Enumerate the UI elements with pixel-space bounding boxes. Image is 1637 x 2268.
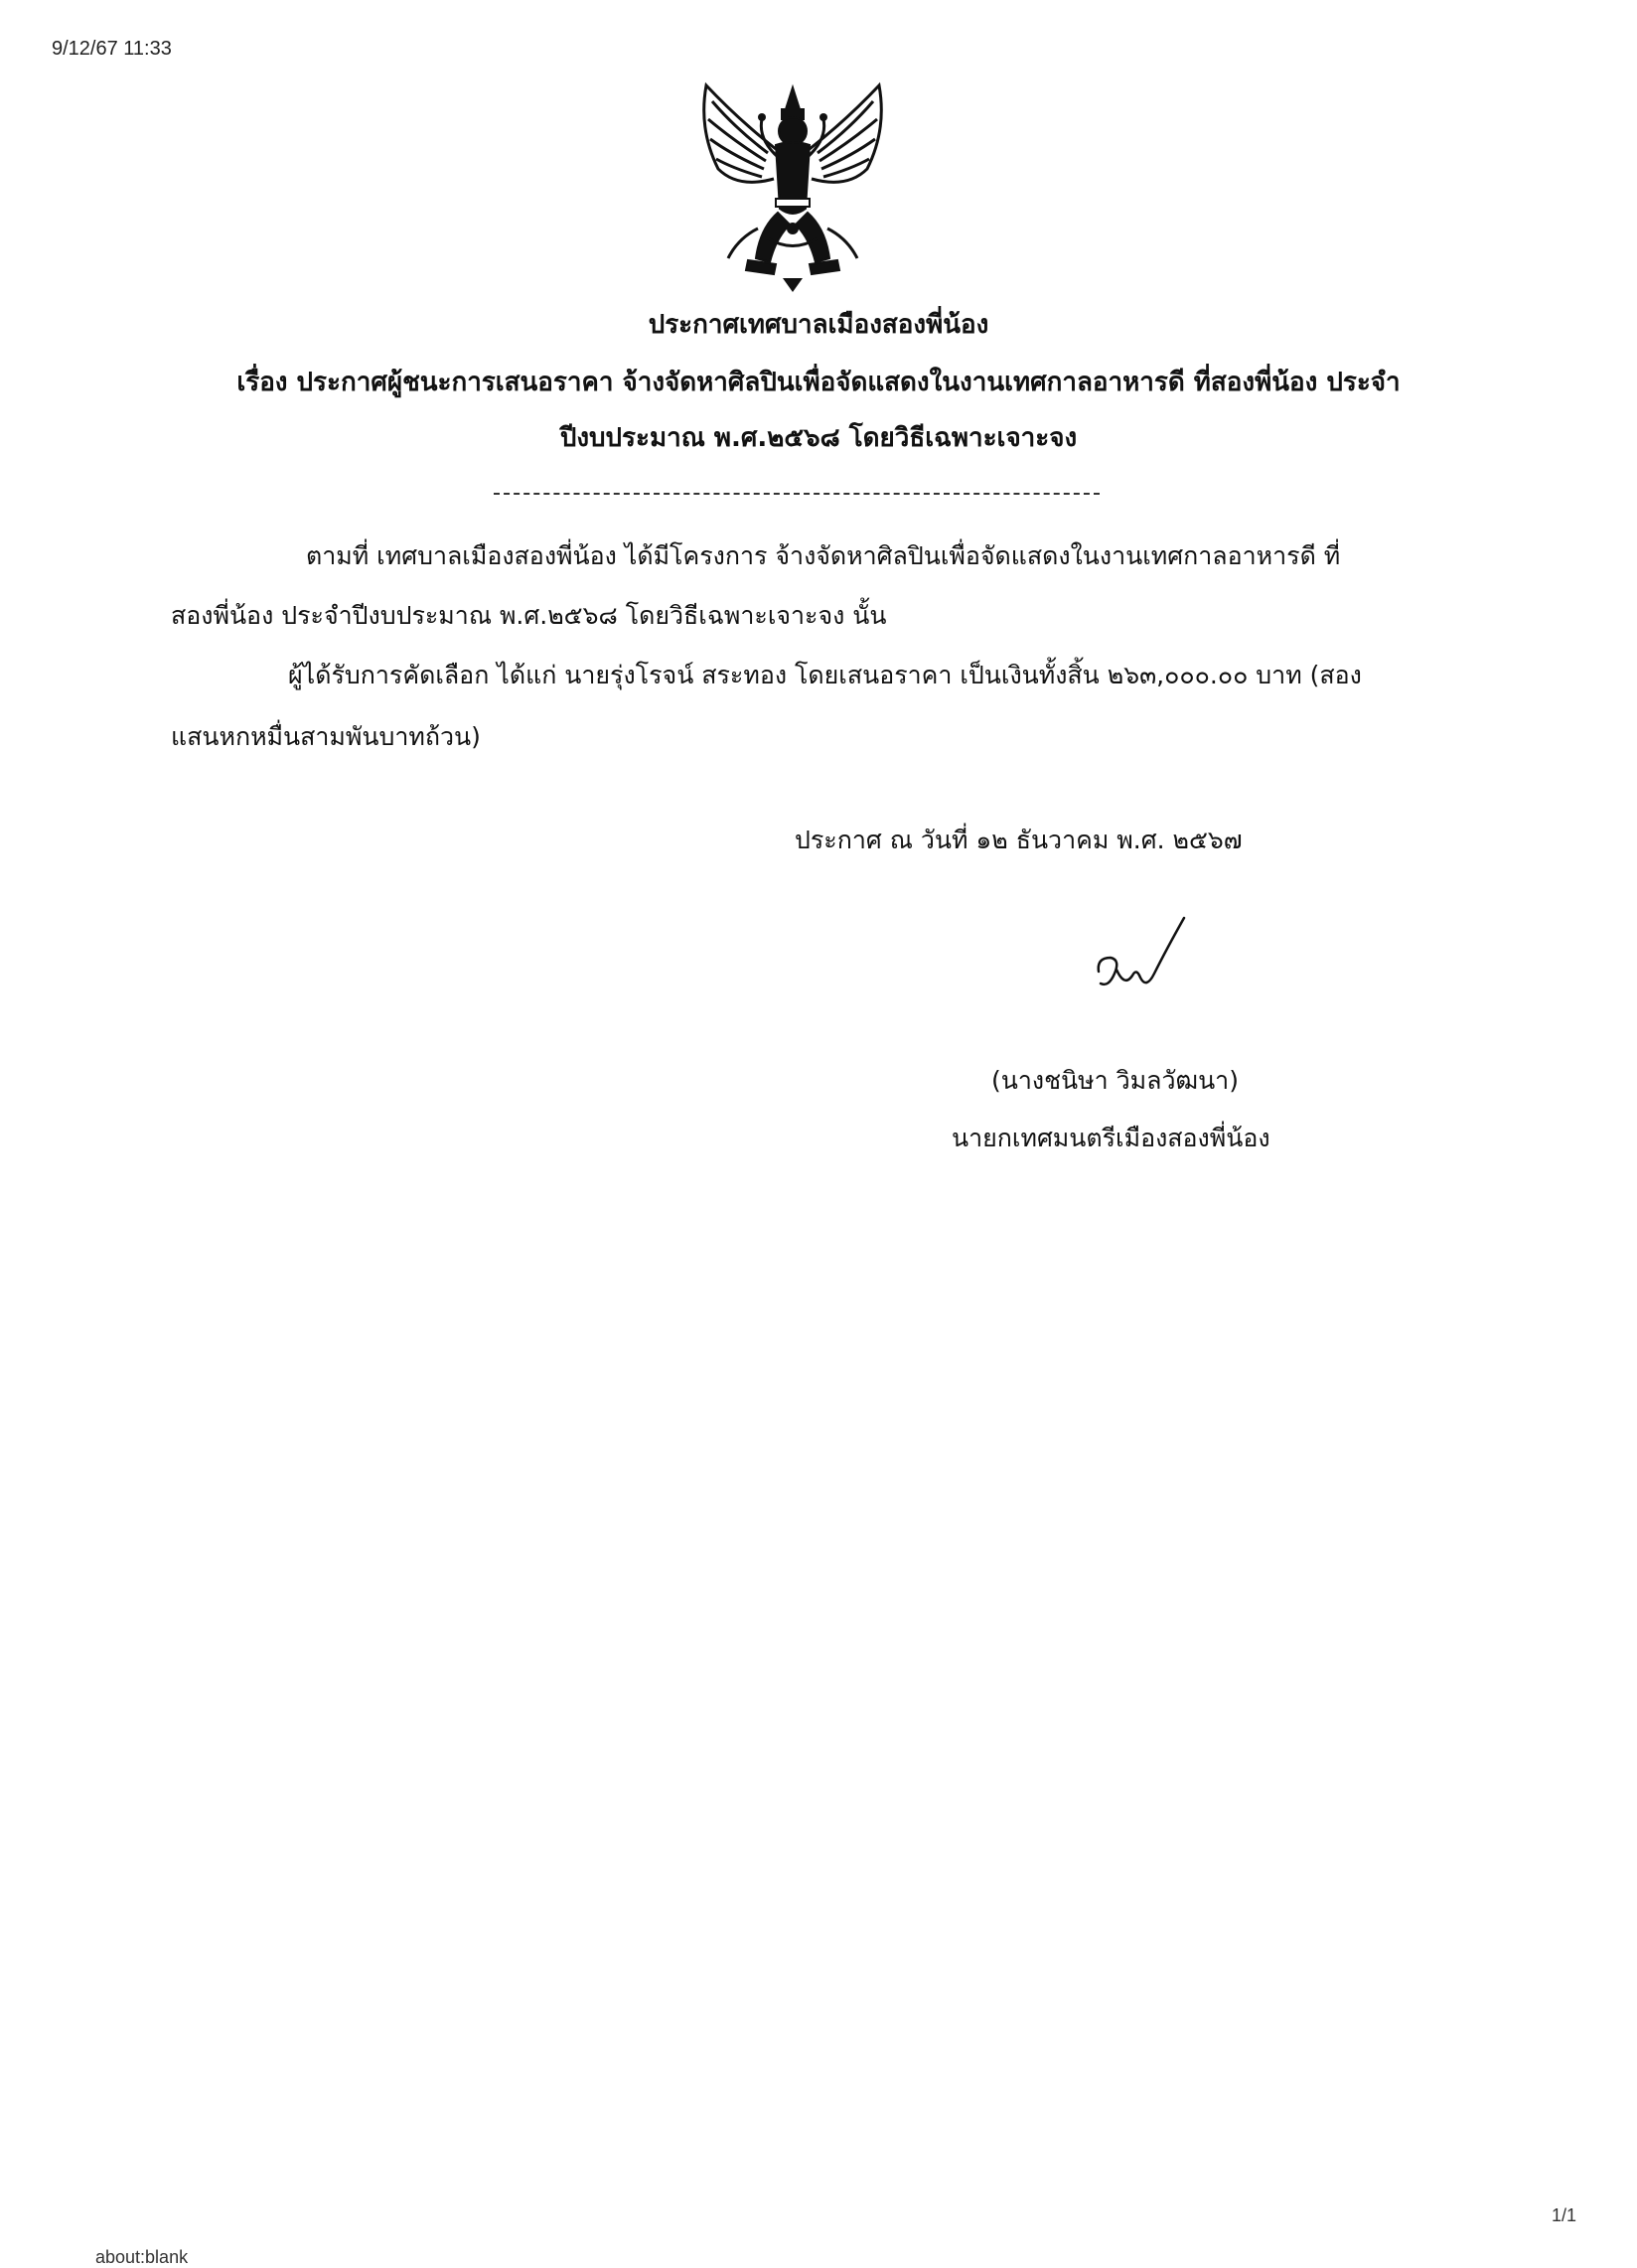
signer-position: นายกเทศมนตรีเมืองสองพี่น้อง — [952, 1124, 1270, 1152]
paragraph-1-line-2: สองพี่น้อง ประจำปีงบประมาณ พ.ศ.๒๕๖๘ โดยวิธีเฉพาะเจาะจง นั้น — [171, 601, 887, 630]
page-number: 1/1 — [1552, 2205, 1577, 2225]
announcement-date: ประกาศ ณ วันที่ ๑๒ ธันวาคม พ.ศ. ๒๕๖๗ — [795, 826, 1243, 854]
footer-url: about:blank — [95, 2247, 189, 2267]
announcement-subject-line-1: เรื่อง ประกาศผู้ชนะการเสนอราคา จ้างจัดหาศิลปินเพื่อจัดแสดงในงานเทศกาลอาหารดี ที่สองพี่น้อง ประจำ — [236, 368, 1401, 397]
paragraph-2-line-2: แสนหกหมื่นสามพันบาทถ้วน) — [171, 722, 481, 751]
signature — [1093, 914, 1202, 1003]
signer-name: (นางชนิษา วิมลวัฒนา) — [991, 1066, 1239, 1095]
garuda-emblem-icon — [678, 79, 907, 298]
separator-line — [494, 493, 1100, 495]
announcement-title: ประกาศเทศบาลเมืองสองพี่น้อง — [648, 310, 989, 340]
print-timestamp: 9/12/67 11:33 — [52, 38, 172, 60]
paragraph-2-line-1: ผู้ได้รับการคัดเลือก ได้แก่ นายรุ่งโรจน์ สระทอง โดยเสนอราคา เป็นเงินทั้งสิ้น ๒๖๓,๐๐๐.๐๐ บาท (สอง — [288, 661, 1362, 689]
paragraph-1-line-1: ตามที่ เทศบาลเมืองสองพี่น้อง ได้มีโครงการ จ้างจัดหาศิลปินเพื่อจัดแสดงในงานเทศกาลอาหารดี ที่ — [306, 541, 1341, 570]
announcement-subject-line-2: ปีงบประมาณ พ.ศ.๒๕๖๘ โดยวิธีเฉพาะเจาะจง — [559, 423, 1078, 453]
